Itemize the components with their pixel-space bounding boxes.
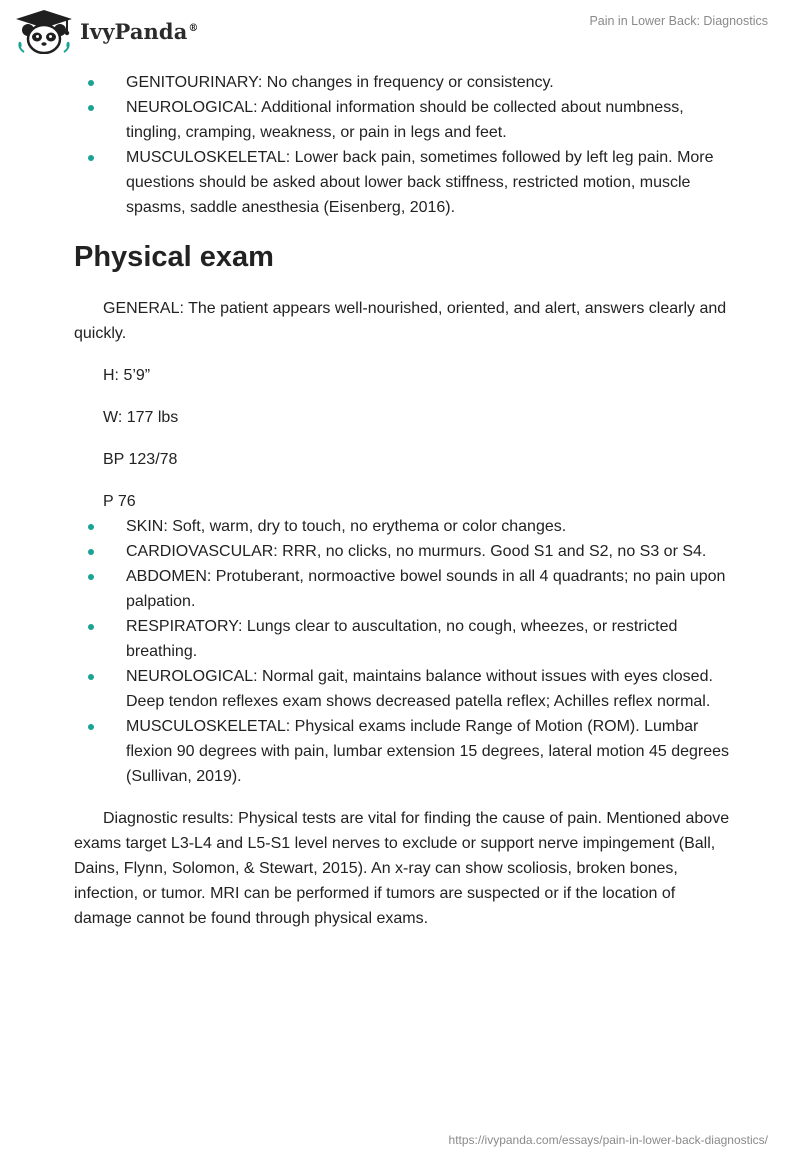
bullet-icon (88, 524, 94, 530)
list-item-text: MUSCULOSKELETAL: Lower back pain, sometimes followed by left leg pain. More questions should be asked about lower back stiffness, restricted motion, muscle spasms, saddle anesthesia (Eisenberg, 2016). (126, 149, 714, 216)
list-item (74, 564, 734, 614)
list-item (74, 714, 734, 789)
vital-pulse: P 76 (103, 493, 136, 510)
source-url[interactable]: https://ivypanda.com/essays/pain-in-lower-back-diagnostics/ (448, 1133, 768, 1147)
bullet-icon (88, 105, 94, 111)
vital-blood-pressure: BP 123/78 (103, 451, 178, 468)
section-heading: Physical exam (74, 241, 274, 273)
list-item (74, 70, 734, 95)
list-item (74, 664, 734, 714)
bullet-icon (88, 80, 94, 86)
vital-height: H: 5’9” (103, 367, 151, 384)
list-item (74, 95, 734, 145)
brand-logo[interactable] (14, 8, 199, 54)
bullet-icon (88, 574, 94, 580)
list-item-text: ABDOMEN: Protuberant, normoactive bowel sounds in all 4 quadrants; no pain upon palpation. (126, 568, 726, 610)
general-paragraph: GENERAL: The patient appears well-nourished, oriented, and alert, answers clearly and quickly. (74, 300, 727, 342)
list-item-text: MUSCULOSKELETAL: Physical exams include Range of Motion (ROM). Lumbar flexion 90 degrees with pain, lumbar extension 15 degrees, lateral motion 45 degrees (Sullivan, 2019). (126, 718, 730, 785)
bullet-icon (88, 674, 94, 680)
bullet-icon (88, 155, 94, 161)
vital-weight: W: 177 lbs (103, 409, 179, 426)
document-title: Pain in Lower Back: Diagnostics (589, 14, 768, 28)
essay-content (74, 70, 734, 931)
list-item (74, 539, 734, 564)
list-item-text: RESPIRATORY: Lungs clear to auscultation, no cough, wheezes, or restricted breathing. (126, 618, 678, 660)
list-item-text: CARDIOVASCULAR: RRR, no clicks, no murmurs. Good S1 and S2, no S3 or S4. (126, 543, 707, 560)
list-item-text: NEUROLOGICAL: Additional information should be collected about numbness, tingling, cramping, weakness, or pain in legs and feet. (126, 99, 684, 141)
brand-name (80, 19, 199, 44)
panda-graduate-icon (14, 8, 74, 54)
review-of-systems-list (74, 70, 734, 220)
list-item (74, 145, 734, 220)
diagnostic-paragraph: Diagnostic results: Physical tests are vital for finding the cause of pain. Mentioned above exams target L3-L4 and L5-S1 level nerves to exclude or support nerve impingement (Ball, Dains, Flynn, Solomon, & Stewart, 2015). An x-ray can show scoliosis, broken bones, infection, or tumor. MRI can be performed if tumors are suspected or if the location of damage cannot be found through physical exams. (74, 810, 730, 927)
list-item (74, 614, 734, 664)
registered-mark: ® (188, 22, 199, 34)
bullet-icon (88, 724, 94, 730)
list-item-text: SKIN: Soft, warm, dry to touch, no erythema or color changes. (126, 518, 567, 535)
physical-exam-list (74, 514, 734, 789)
brand-wordmark: IvyPanda (80, 18, 188, 44)
list-item (74, 514, 734, 539)
list-item-text: NEUROLOGICAL: Normal gait, maintains balance without issues with eyes closed. Deep tendon reflexes exam shows decreased patella reflex; Achilles reflex normal. (126, 668, 713, 710)
page-header (0, 0, 800, 62)
bullet-icon (88, 549, 94, 555)
bullet-icon (88, 624, 94, 630)
list-item-text: GENITOURINARY: No changes in frequency or consistency. (126, 74, 554, 91)
